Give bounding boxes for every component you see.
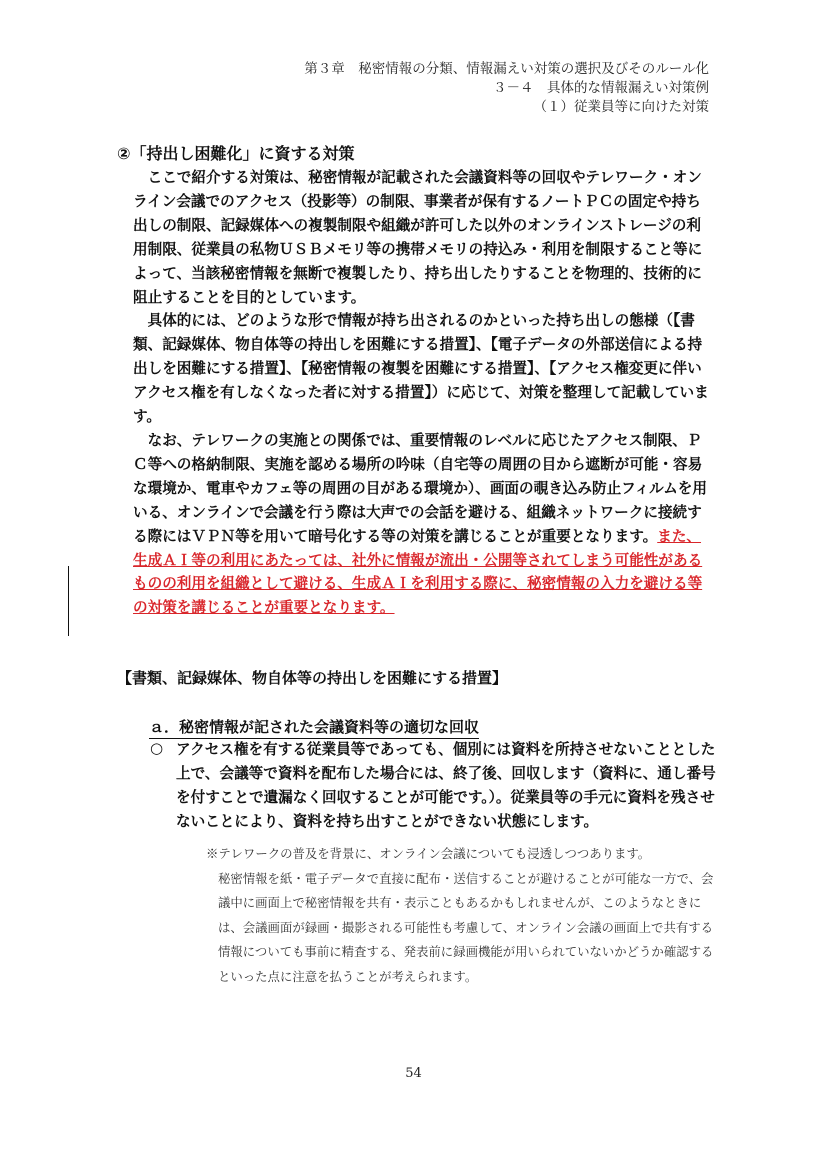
circle-bullet-icon: ○ <box>150 739 164 757</box>
revised-text-generative-ai: また、生成ＡＩ等の利用にあたっては、社外に情報が流出・公開等されてしまう可能性があるものの利用を組織として避ける、生成ＡＩを利用する際に、秘密情報の入力を避ける等の対策を講じることが重要となります。 <box>133 527 703 617</box>
item-letter: ａ． <box>149 718 180 736</box>
item-title-text: 秘密情報が記された会議資料等の適切な回収 <box>179 718 480 736</box>
note-body: 秘密情報を紙・電子データで直接に配布・送信することが避けることが可能な一方で、会議中に画面上で秘密情報を共有・表示こともあるかもしれませんが、このようなときには、会議画面が録画・撮影される可能性も考慮して、オンライン会議の画面上で共有する情報についても事前に精査する、発表前に録画機能が用いられていないかどうか確認するといった点に注意を払うことが考えられます。 <box>218 870 714 984</box>
bullet-text: アクセス権を有する従業員等であっても、個別には資料を所持させないこととした上で、会議等で資料を配布した場合には、終了後、回収します（資料に、通し番号を付すことで遺漏なく回収することが可能です。）。従業員等の手元に資料を残させないことにより、資料を持ち出すことができない状態にします。 <box>176 741 716 830</box>
paragraph-intro: ここで紹介する対策は、秘密情報が記載された会議資料等の回収やテレワーク・オンライン会議でのアクセス（投影等）の制限、事業者が保有するノートＰＣの固定や持ち出しの制限、記録媒体への複製制限や組織が許可した以外のオンラインストレージの利用制限、従業員の私物ＵＳＢメモリ等の携帯メモリの持込み・利用を制限すること等によって、当該秘密情報を無断で複製したり、持ち出したりすることを物理的、技術的に阻止することを目的としています。 <box>133 169 703 306</box>
header-chapter: 第３章 秘密情報の分類、情報漏えい対策の選択及びそのルール化 <box>304 61 709 77</box>
chapter-header <box>304 60 709 117</box>
header-section: ３－４ 具体的な情報漏えい対策例 <box>493 80 709 96</box>
note-first-line: ※テレワークの普及を背景に、オンライン会議についても浸透しつつあります。 <box>206 846 651 861</box>
page-number: 54 <box>405 1066 422 1081</box>
paragraph-details: 具体的には、どのような形で情報が持ち出されるのかといった持ち出しの態様（【書類、記録媒体、物自体等の持出しを困難にする措置】、【電子データの外部送信による持出しを困難にする措置】、【秘密情報の複製を困難にする措置】、【アクセス権変更に伴いアクセス権を有しなくなった者に対する措置】）に応じて、対策を整理して記載しています。 <box>133 312 709 426</box>
section-body <box>133 166 713 620</box>
measures-heading: 【書類、記録媒体、物自体等の持出しを困難にする措置】 <box>117 669 508 687</box>
header-subsection: （１）従業員等に向けた対策 <box>533 99 709 115</box>
item-a-title <box>149 716 479 739</box>
telework-text: なお、テレワークの実施との関係では、重要情報のレベルに応じたアクセス制限、ＰＣ等への格納制限、実施を認める場所の吟味（自宅等の周囲の目から遮断が可能・容易な環境か、電車やカフェ等の周囲の目がある環境か）、画面の覗き込み防止フィルムを用いる、オンラインで会議を行う際は大声での会話を避ける、組織ネットワークに接続する際にはＶＰＮ等を用いて暗号化する等の対策を講じることが重要となります。 <box>133 431 707 545</box>
section-title: ②「持出し困難化」に資する対策 <box>117 144 355 163</box>
paragraph-telework <box>133 429 713 620</box>
telework-note <box>206 842 724 990</box>
revision-change-bar <box>68 566 69 636</box>
